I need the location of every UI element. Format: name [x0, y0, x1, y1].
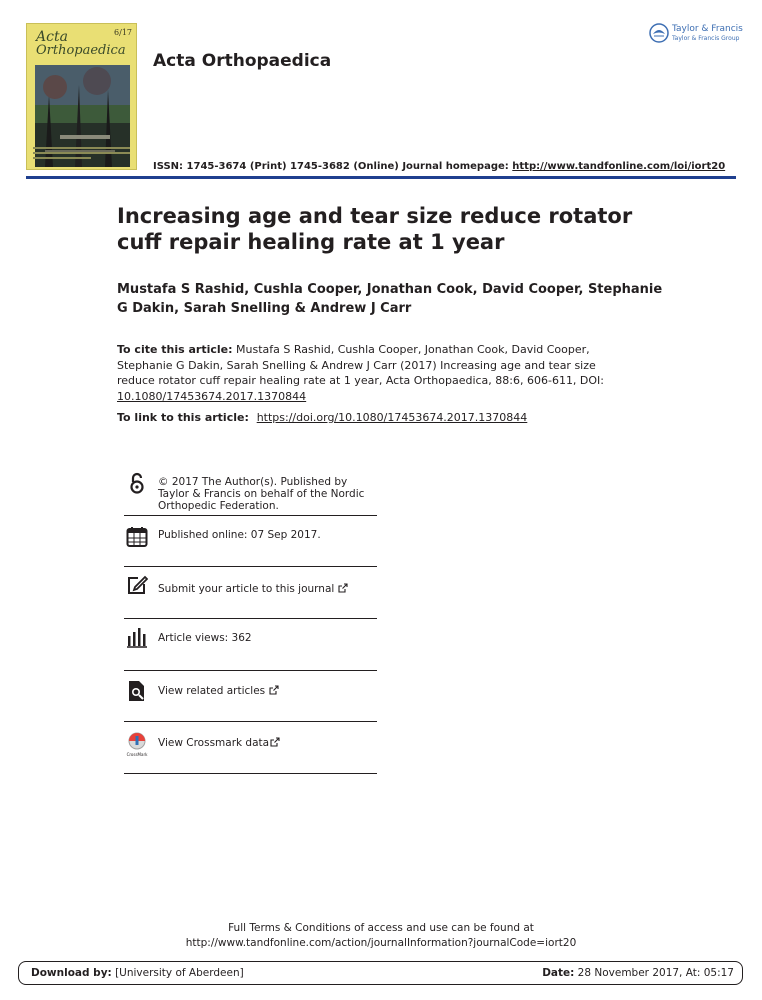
submit-text: Submit your article to this journal: [158, 583, 335, 595]
published-row: [124, 517, 377, 567]
article-title: Increasing age and tear size reduce rotator cuff repair healing rate at 1 year: [117, 204, 633, 254]
submit-article-link[interactable]: [158, 583, 348, 595]
download-by: [31, 967, 244, 979]
citation-text: Mustafa S Rashid, Cushla Cooper, Jonathan Cook, David Cooper, Stephanie G Dakin, Sarah Snelling & Andrew J Carr (2017) Increasing age and tear size reduce rotator cuff repair healing rate at 1 year, Acta Orthopaedica, 88:6, 606-611, DOI:: [117, 343, 605, 387]
citation-label: To cite this article:: [117, 343, 233, 356]
journal-homepage-link[interactable]: http://www.tandfonline.com/loi/iort20: [512, 161, 726, 172]
download-value: [University of Aberdeen]: [111, 967, 244, 979]
date-label: Date:: [542, 967, 575, 979]
license-row: [124, 472, 377, 516]
search-document-icon: [126, 680, 148, 702]
header-rule: [26, 176, 736, 179]
terms-notice: [0, 921, 762, 951]
publisher-name: Taylor & Francis: [672, 24, 743, 34]
views-row: [124, 620, 377, 671]
date-value: 28 November 2017, At: 05:17: [574, 967, 734, 979]
cover-title-line2: Orthopaedica: [36, 43, 126, 58]
terms-url[interactable]: http://www.tandfonline.com/action/journalInformation?journalCode=iort20: [185, 937, 577, 949]
open-access-icon: [126, 472, 148, 494]
issn-line: [153, 161, 725, 172]
terms-line1: Full Terms & Conditions of access and use can be found at: [228, 922, 534, 934]
article-authors: Mustafa S Rashid, Cushla Cooper, Jonathan Cook, David Cooper, Stephanie G Dakin, Sarah Snelling & Andrew J Carr: [117, 282, 663, 316]
download-date: [542, 967, 734, 979]
issn-text: ISSN: 1745-3674 (Print) 1745-3682 (Online) Journal homepage:: [153, 161, 513, 172]
citation-doi-link[interactable]: 10.1080/17453674.2017.1370844: [117, 389, 307, 403]
crossmark-text: View Crossmark data: [158, 737, 270, 749]
external-link-icon: [270, 737, 280, 747]
related-text: View related articles: [158, 685, 266, 697]
external-link-icon: [338, 583, 348, 593]
publisher-group: Taylor & Francis Group: [672, 35, 740, 42]
download-label: Download by:: [31, 967, 112, 979]
related-articles-link[interactable]: [158, 685, 279, 697]
cover-footer-lines: [33, 147, 130, 165]
related-row[interactable]: [124, 672, 377, 722]
crossmark-logo-text: CrossMark: [126, 752, 148, 757]
cover-title-line1: Acta: [36, 29, 68, 45]
views-text: Article views: 362: [158, 632, 252, 644]
article-link-label: To link to this article:: [117, 411, 253, 424]
external-link-icon: [269, 685, 279, 695]
edit-icon: [126, 574, 148, 596]
submit-row[interactable]: [124, 568, 377, 619]
download-bar: [18, 961, 743, 985]
bar-chart-icon: [126, 626, 148, 648]
citation: [117, 342, 617, 404]
article-link: [117, 411, 527, 424]
article-doi-url[interactable]: https://doi.org/10.1080/17453674.2017.1370844: [256, 411, 528, 424]
journal-cover-image: [26, 23, 137, 170]
calendar-icon: [126, 526, 148, 548]
crossmark-icon: [124, 731, 150, 757]
published-text: Published online: 07 Sep 2017.: [158, 529, 321, 541]
license-text: © 2017 The Author(s). Published by Taylor & Francis on behalf of the Nordic Orthopedic Federation.: [158, 476, 365, 512]
journal-name: Acta Orthopaedica: [153, 51, 332, 71]
crossmark-row[interactable]: [124, 723, 377, 774]
cover-volume: 6/17: [114, 28, 132, 37]
crossmark-link[interactable]: [158, 737, 280, 749]
